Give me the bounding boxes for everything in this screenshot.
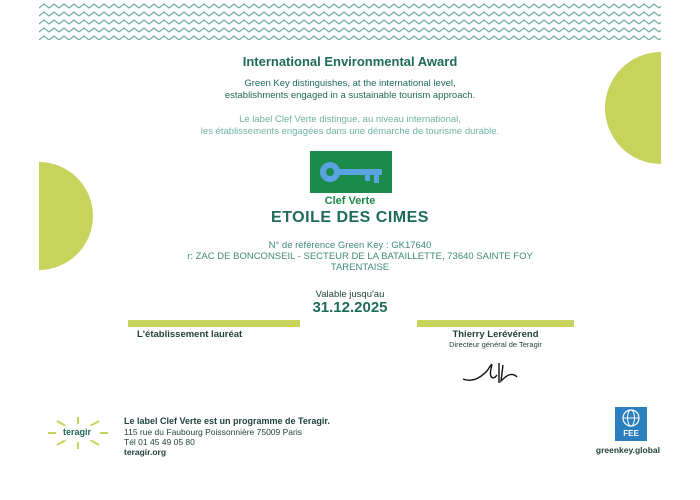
laureate-label: L'établissement lauréat (137, 329, 243, 340)
teragir-address: 115 rue du Faubourg Poissonnière 75009 Paris (124, 427, 302, 437)
signature-bar-right (417, 320, 574, 327)
valid-until-label: Valable jusqu'au (315, 289, 385, 300)
globe-icon (615, 407, 647, 429)
teragir-phone: Tél 01 45 49 05 80 (124, 437, 195, 447)
establishment-address (94, 251, 626, 273)
award-title: International Environmental Award (242, 54, 458, 69)
teragir-website: teragir.org (124, 447, 167, 457)
key-icon (310, 151, 392, 193)
zigzag-border-decoration (39, 2, 661, 40)
reference-number: N° de référence Green Key : GK17640 (268, 240, 432, 251)
signatory-name: Thierry Lerévérend (452, 329, 539, 340)
signature-bar-left (128, 320, 300, 327)
intro-english-line-2: establishments engaged in a sustainable tourism approach. (224, 90, 476, 101)
green-key-logo (310, 151, 392, 193)
intro-french-line-2: les établissements engagées dans une démarche de tourisme durable. (200, 126, 500, 137)
program-statement: Le label Clef Verte est un programme de Teragir. (124, 416, 330, 426)
signatory-title: Directeur général de Teragir (449, 340, 542, 349)
certificate (39, 2, 661, 464)
intro-english (119, 78, 581, 102)
intro-english-line-1: Green Key distinguishes, at the international level, (244, 78, 456, 89)
teragir-contact (124, 427, 302, 457)
teragir-logo-text: teragir (62, 427, 91, 437)
intro-french-line-1: Le label Clef Verte distingue, au niveau international, (239, 114, 461, 125)
greenkey-website: greenkey.global (595, 445, 660, 455)
address-line-1: r: ZAC DE BONCONSEIL - SECTEUR DE LA BATAILLETTE, 73640 SAINTE FOY (187, 251, 533, 262)
establishment-name: ETOILE DES CIMES (271, 209, 429, 226)
valid-until-date: 31.12.2025 (312, 299, 388, 316)
fee-logo-text: FEE (623, 429, 639, 438)
intro-french (119, 114, 581, 138)
logo-label: Clef Verte (324, 195, 376, 207)
handwritten-signature (459, 357, 529, 387)
address-line-2: TARENTAISE (330, 262, 390, 273)
